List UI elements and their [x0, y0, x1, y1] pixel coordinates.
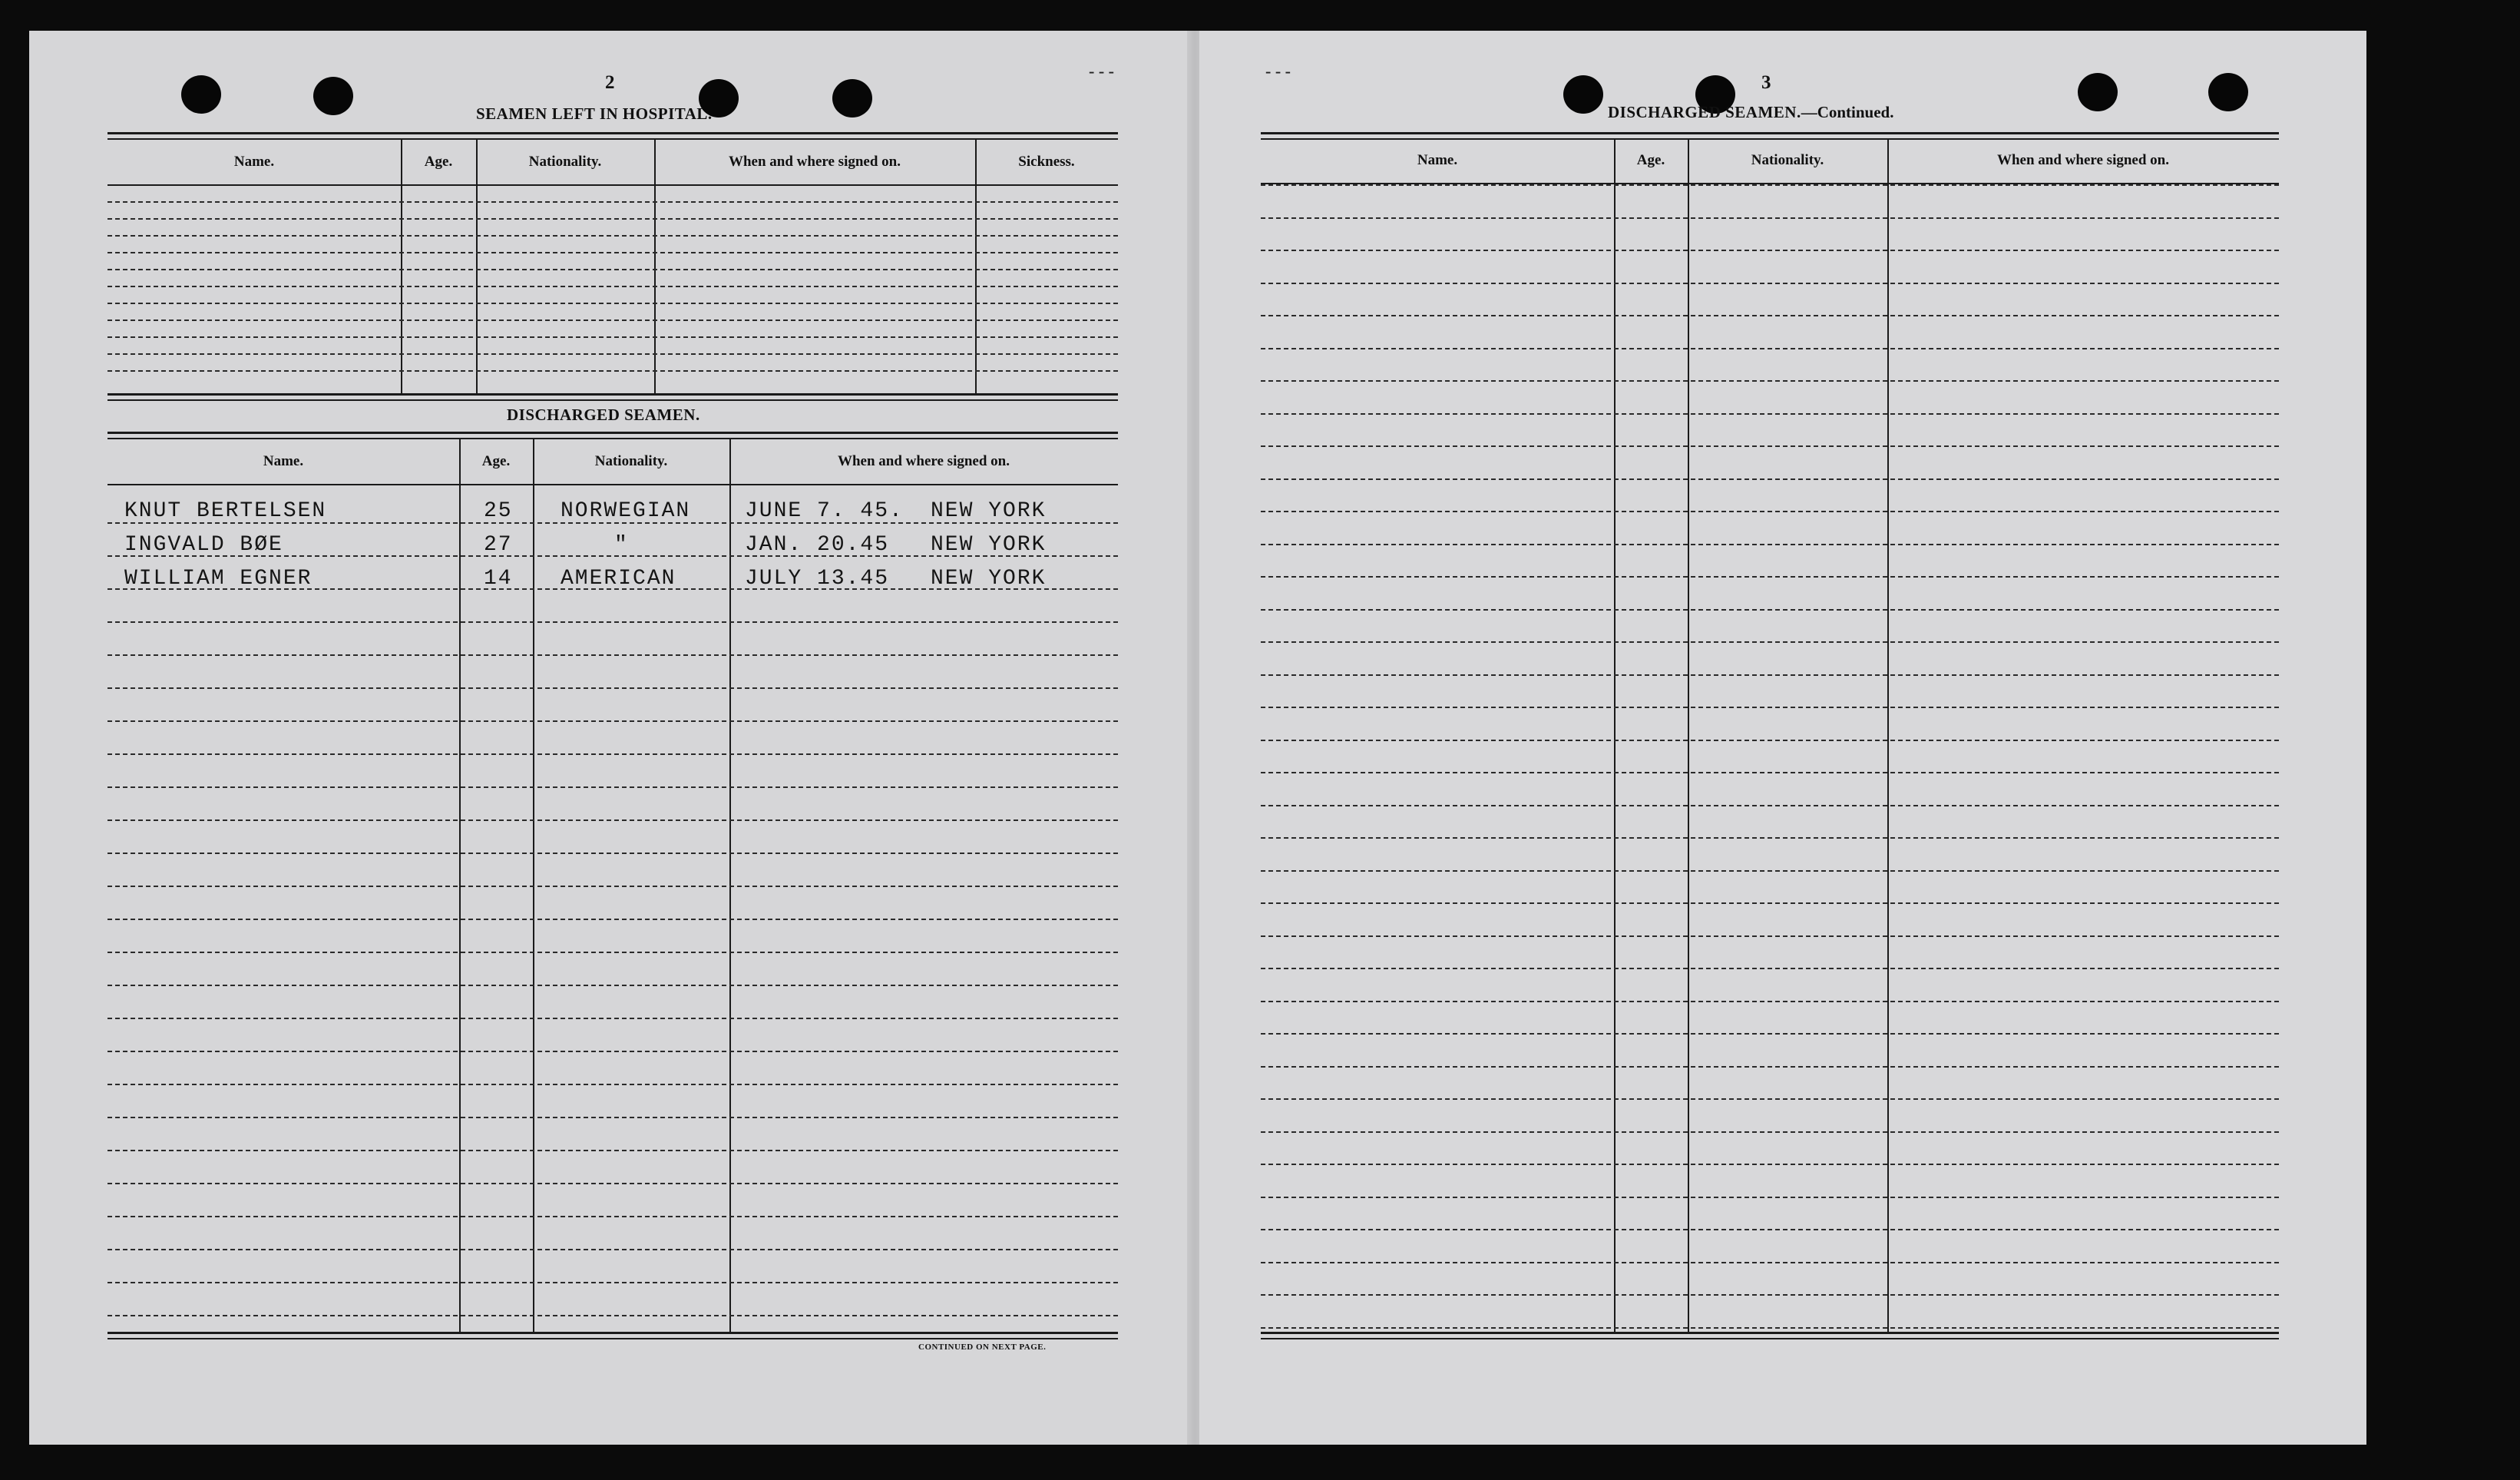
dotted-line: [107, 720, 1118, 722]
punch-hole: [2208, 73, 2248, 111]
rule: [1261, 1338, 2279, 1339]
column-divider: [654, 138, 656, 393]
seaman-age: 14: [484, 567, 513, 591]
dotted-line: [1261, 805, 2279, 806]
dotted-line: [107, 1249, 1118, 1250]
dotted-line: [1261, 315, 2279, 316]
rule: [1261, 138, 2279, 140]
dotted-line: [107, 1183, 1118, 1184]
dotted-line: [1261, 772, 2279, 773]
dotted-line: [1261, 250, 2279, 251]
column-divider: [975, 138, 977, 393]
pencil-mark: - - -: [1089, 61, 1114, 81]
dotted-line: [1261, 380, 2279, 382]
dotted-line: [1261, 1327, 2279, 1329]
dotted-line: [107, 753, 1118, 755]
punch-hole: [313, 77, 353, 115]
dotted-line: [1261, 1066, 2279, 1068]
column-divider: [1614, 138, 1616, 1332]
column-header: Name.: [233, 154, 275, 170]
dotted-line: [107, 1051, 1118, 1052]
seaman-nationality: ": [614, 533, 629, 557]
signed-on-place: NEW YORK: [931, 499, 1047, 523]
signed-on-date: JAN. 20.45: [745, 533, 890, 557]
dotted-line: [1261, 184, 2279, 186]
dotted-line: [107, 353, 1118, 355]
dotted-line: [107, 218, 1118, 220]
dotted-line: [1261, 1229, 2279, 1230]
signed-on-place: NEW YORK: [931, 533, 1047, 557]
dotted-line: [107, 252, 1118, 253]
dotted-line: [107, 235, 1118, 237]
rule: [107, 138, 1118, 140]
dotted-line: [1261, 1033, 2279, 1035]
dotted-line: [1261, 478, 2279, 480]
dotted-line: [107, 919, 1118, 920]
dotted-line: [107, 269, 1118, 270]
right-section-title-text: DISCHARGED SEAMEN.: [1608, 103, 1801, 121]
dotted-line: [107, 1282, 1118, 1283]
dotted-line: [1261, 674, 2279, 676]
dotted-line: [1261, 413, 2279, 415]
dotted-line: [1261, 511, 2279, 512]
dotted-line: [107, 1018, 1118, 1019]
seaman-name: INGVALD BØE: [124, 533, 283, 557]
column-header: When and where signed on.: [1996, 152, 2169, 168]
continued-note: CONTINUED ON NEXT PAGE.: [918, 1343, 1047, 1352]
column-divider: [401, 138, 402, 393]
dotted-line: [1261, 902, 2279, 904]
dotted-line: [107, 952, 1118, 953]
rule: [107, 1332, 1118, 1334]
column-divider: [459, 438, 461, 1332]
punch-hole: [181, 75, 221, 114]
dotted-line: [1261, 1001, 2279, 1002]
seaman-nationality: NORWEGIAN: [561, 499, 691, 523]
dotted-line: [107, 303, 1118, 304]
column-header: Age.: [481, 453, 511, 469]
dotted-line: [107, 1084, 1118, 1085]
column-header: Nationality.: [1751, 152, 1824, 168]
dotted-line: [1261, 968, 2279, 969]
dotted-line: [1261, 1131, 2279, 1133]
column-divider: [533, 438, 534, 1332]
signed-on-date: JULY 13.45: [745, 567, 890, 591]
dotted-line: [1261, 445, 2279, 447]
seaman-name: WILLIAM EGNER: [124, 567, 313, 591]
column-header: Nationality.: [528, 154, 602, 170]
dotted-line: [107, 1315, 1118, 1316]
rule: [107, 432, 1118, 439]
dotted-line: [1261, 1262, 2279, 1263]
column-header: Nationality.: [594, 453, 668, 469]
column-divider: [476, 138, 478, 393]
dotted-line: [1261, 217, 2279, 219]
dotted-line: [1261, 576, 2279, 578]
rule: [107, 393, 1118, 401]
punch-hole: [2078, 73, 2118, 111]
seaman-age: 25: [484, 499, 513, 523]
dotted-line: [107, 1150, 1118, 1151]
hospital-section-title: SEAMEN LEFT IN HOSPITAL.: [476, 104, 713, 123]
punch-hole: [1563, 75, 1603, 114]
dotted-line: [107, 886, 1118, 887]
column-header: Name.: [1417, 152, 1458, 168]
dotted-line: [107, 555, 1118, 557]
dotted-line: [1261, 935, 2279, 937]
rule: [107, 484, 1118, 485]
dotted-line: [107, 853, 1118, 854]
column-header: When and where signed on.: [837, 453, 1010, 469]
column-divider: [729, 438, 731, 1332]
dotted-line: [1261, 641, 2279, 643]
signed-on-date: JUNE 7. 45.: [745, 499, 904, 523]
dotted-line: [1261, 1164, 2279, 1165]
seaman-name: KNUT BERTELSEN: [124, 499, 327, 523]
continued-suffix: —Continued.: [1801, 103, 1894, 121]
dotted-line: [1261, 707, 2279, 708]
signed-on-place: NEW YORK: [931, 567, 1047, 591]
rule: [1261, 1332, 2279, 1334]
left-page: [29, 31, 1195, 1445]
discharged-section-title: DISCHARGED SEAMEN.: [507, 406, 700, 424]
dotted-line: [107, 522, 1118, 524]
column-header: Age.: [424, 154, 453, 170]
dotted-line: [107, 654, 1118, 656]
dotted-line: [107, 786, 1118, 788]
dotted-line: [1261, 283, 2279, 284]
dotted-line: [107, 320, 1118, 321]
column-header: Name.: [263, 453, 304, 469]
dotted-line: [107, 1117, 1118, 1118]
dotted-line: [107, 985, 1118, 986]
dotted-line: [1261, 544, 2279, 545]
dotted-line: [107, 201, 1118, 203]
dotted-line: [1261, 870, 2279, 872]
column-divider: [1688, 138, 1689, 1332]
rule: [1261, 132, 2279, 134]
dotted-line: [107, 687, 1118, 689]
dotted-line: [1261, 740, 2279, 741]
page-number: 3: [1761, 72, 1771, 93]
dotted-line: [107, 336, 1118, 338]
pencil-mark: - - -: [1265, 61, 1291, 81]
rule: [107, 184, 1118, 186]
dotted-line: [107, 286, 1118, 287]
right-page: [1199, 31, 2366, 1445]
dotted-line: [107, 588, 1118, 590]
dotted-line: [107, 819, 1118, 821]
dotted-line: [1261, 1294, 2279, 1296]
dotted-line: [107, 370, 1118, 372]
column-header: Sickness.: [1018, 154, 1075, 170]
dotted-line: [107, 1216, 1118, 1217]
right-section-title: [1608, 103, 1893, 122]
rule: [107, 132, 1118, 134]
punch-hole: [832, 79, 872, 118]
dotted-line: [1261, 348, 2279, 349]
dotted-line: [107, 621, 1118, 623]
dotted-line: [1261, 609, 2279, 611]
dotted-line: [1261, 1197, 2279, 1198]
seaman-age: 27: [484, 533, 513, 557]
page-number: 2: [605, 72, 615, 93]
dotted-line: [1261, 1098, 2279, 1100]
column-divider: [1887, 138, 1889, 1332]
column-header: Age.: [1636, 152, 1665, 168]
rule: [107, 1338, 1118, 1339]
column-header: When and where signed on.: [728, 154, 901, 170]
seaman-nationality: AMERICAN: [561, 567, 676, 591]
dotted-line: [1261, 837, 2279, 839]
